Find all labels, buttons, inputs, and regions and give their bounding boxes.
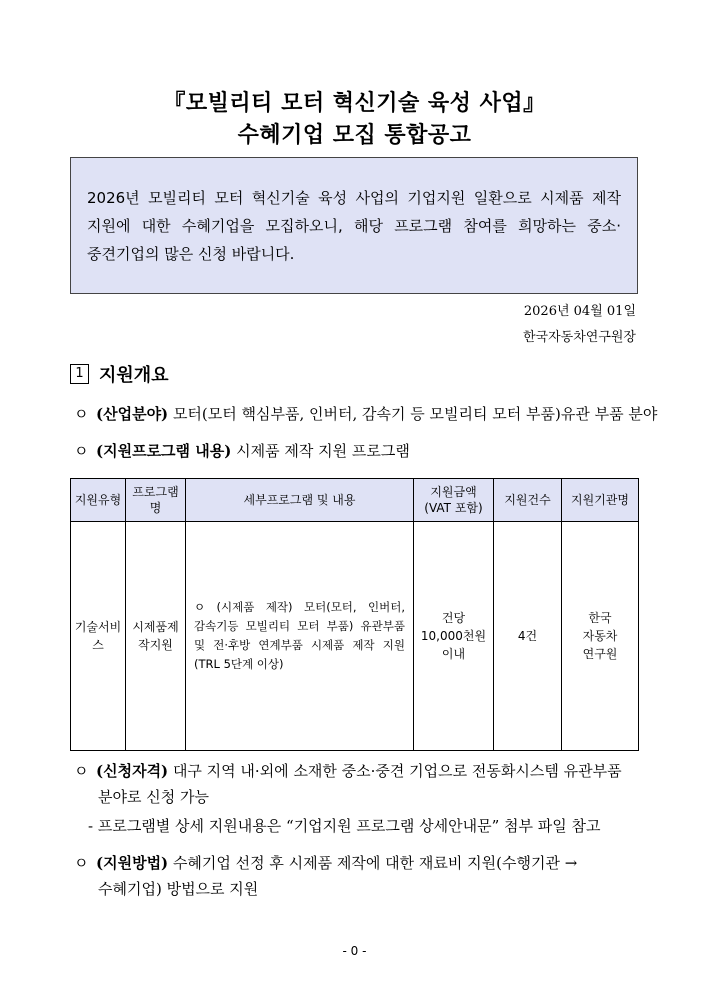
document-title-line1: 『모빌리티 모터 혁신기술 육성 사업』	[163, 91, 546, 116]
header-count: 지원건수	[494, 479, 562, 522]
support-program-table	[70, 478, 639, 751]
table-row	[71, 522, 639, 751]
bullet-marker: ㅇ	[74, 405, 89, 423]
intro-box	[70, 157, 638, 294]
bullet-text: 모터(모터 핵심부품, 인버터, 감속기 등 모빌리티 모터 부품)유관 부품 분야	[172, 405, 658, 423]
document-title-line2: 수혜기업 모집 통합공고	[237, 123, 472, 148]
section-number-box: 1	[70, 364, 89, 384]
page-number: - 0 -	[342, 944, 367, 958]
section-heading	[70, 361, 169, 387]
cell-count: 4건	[494, 522, 562, 751]
bullet-label: (산업분야)	[96, 405, 169, 423]
cell-amount: 건당 10,000천원 이내	[414, 522, 494, 751]
cell-program-name: 시제품제작지원	[126, 522, 186, 751]
bullet-support-method	[74, 852, 577, 873]
header-program-name: 프로그램명	[126, 479, 186, 522]
notice-date: 2026년 04월 01일	[523, 304, 636, 319]
bullet-text: 수혜기업 선정 후 시제품 제작에 대한 재료비 지원(수행기관 →	[172, 854, 578, 872]
cell-agency: 한국 자동차 연구원	[562, 522, 639, 751]
intro-text: 2026년 모빌리티 모터 혁신기술 육성 사업의 기업지원 일환으로 시제품 제작 지원에 대한 수혜기업을 모집하오니, 해당 프로그램 참여를 희망하는 중소·중견기업의 많은 신청 바랍니다.	[87, 189, 621, 263]
header-amount: 지원금액 (VAT 포함)	[414, 479, 494, 522]
eligibility-continuation: 분야로 신청 가능	[98, 788, 209, 806]
bullet-marker: ㅇ	[74, 854, 89, 872]
bullet-eligibility	[74, 760, 622, 781]
header-agency: 지원기관명	[562, 479, 639, 522]
bullet-text: 대구 지역 내·외에 소재한 중소·중견 기업으로 전동화시스템 유관부품	[172, 762, 622, 780]
cell-detail: ㅇ (시제품 제작) 모터(모터, 인버터, 감속기등 모빌리티 모터 부품) 유관부품 및 전·후방 연계부품 시제품 제작 지원 (TRL 5단계 이상)	[186, 522, 414, 751]
bullet-label: (지원프로그램 내용)	[96, 442, 232, 460]
issuing-organization: 한국자동차연구원장	[522, 330, 636, 345]
bullet-industry-field	[74, 403, 657, 424]
bullet-marker: ㅇ	[74, 762, 89, 780]
bullet-program-content	[74, 440, 410, 461]
header-support-type: 지원유형	[71, 479, 126, 522]
cell-support-type: 기술서비스	[71, 522, 126, 751]
bullet-label: (지원방법)	[96, 854, 169, 872]
table-header-row	[71, 479, 639, 522]
bullet-text: 시제품 제작 지원 프로그램	[236, 442, 410, 460]
section-title: 지원개요	[99, 365, 169, 386]
header-detail: 세부프로그램 및 내용	[186, 479, 414, 522]
bullet-marker: ㅇ	[74, 442, 89, 460]
detail-note: - 프로그램별 상세 지원내용은 “기업지원 프로그램 상세안내문” 첨부 파일 참고	[88, 817, 601, 835]
bullet-label: (신청자격)	[96, 762, 169, 780]
method-continuation: 수혜기업) 방법으로 지원	[98, 880, 259, 898]
